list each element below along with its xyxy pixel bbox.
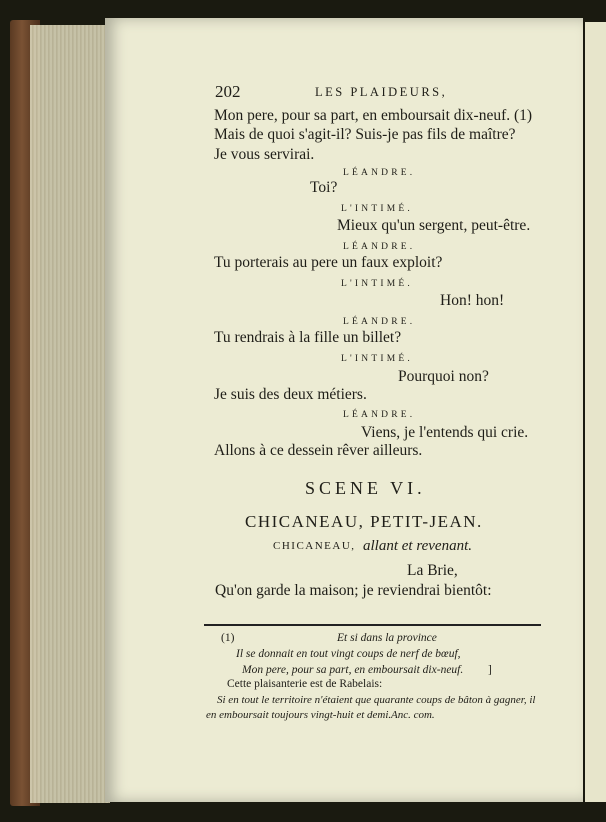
verse-line: La Brie, [407, 562, 458, 579]
speaker-label: LÉANDRE. [343, 410, 416, 420]
scene-characters: CHICANEAU, PETIT-JEAN. [245, 512, 483, 531]
verse-line: Je suis des deux métiers. [214, 386, 367, 403]
verse-line: Pourquoi non? [398, 368, 489, 385]
book-page [105, 18, 583, 802]
footnote-rule [204, 624, 541, 626]
speaker-label: L'INTIMÉ. [341, 279, 413, 289]
footnote-marker: (1) [221, 632, 235, 644]
footnote-line: Cette plaisanterie est de Rabelais: [227, 678, 383, 690]
verse-line: Tu porterais au pere un faux exploit? [214, 254, 443, 271]
speaker-label: L'INTIMÉ. [341, 354, 413, 364]
page-number: 202 [215, 82, 241, 101]
footnote-bracket: ] [488, 664, 492, 676]
footnote-line: Il se donnait en tout vingt coups de nerf de bœuf, [236, 648, 461, 660]
verse-line: Mieux qu'un sergent, peut-être. [337, 217, 531, 234]
footnote-line: Si en tout le territoire n'étaient que quarante coups de bâton à gagner, il [217, 694, 536, 706]
facing-page-edge [585, 22, 606, 802]
speaker-label: LÉANDRE. [343, 317, 416, 327]
verse-line: Je vous servirai. [214, 146, 315, 163]
verse-line: Tu rendrais à la fille un billet? [214, 329, 402, 346]
speaker-label: LÉANDRE. [343, 242, 416, 252]
page-edges [30, 25, 110, 803]
page-content [105, 18, 545, 802]
footnote-line: Mon pere, pour sa part, en emboursait dix-neuf. [242, 664, 464, 676]
verse-line: Allons à ce dessein rêver ailleurs. [214, 442, 423, 459]
verse-line: Mais de quoi s'agit-il? Suis-je pas fils de maître? [214, 126, 516, 143]
verse-line: Toi? [310, 179, 338, 196]
running-title: LES PLAIDEURS, [315, 85, 448, 99]
footnote-line: Et si dans la province [337, 632, 437, 644]
footnote-line: en emboursait toujours vingt-huit et demi. [206, 709, 392, 721]
scene-title: SCENE VI. [305, 478, 426, 498]
speaker-label: LÉANDRE. [343, 168, 416, 178]
footnote-line: Anc. com. [391, 709, 435, 721]
stage-direction: allant et revenant. [363, 538, 472, 554]
verse-line: Mon pere, pour sa part, en emboursait dix-neuf. (1) [214, 107, 533, 124]
verse-line: Hon! hon! [440, 292, 505, 309]
speaker-label: CHICANEAU, [273, 540, 356, 552]
speaker-label: L'INTIMÉ. [341, 204, 413, 214]
verse-line: Qu'on garde la maison; je reviendrai bientôt: [215, 582, 492, 599]
verse-line: Viens, je l'entends qui crie. [361, 424, 529, 441]
